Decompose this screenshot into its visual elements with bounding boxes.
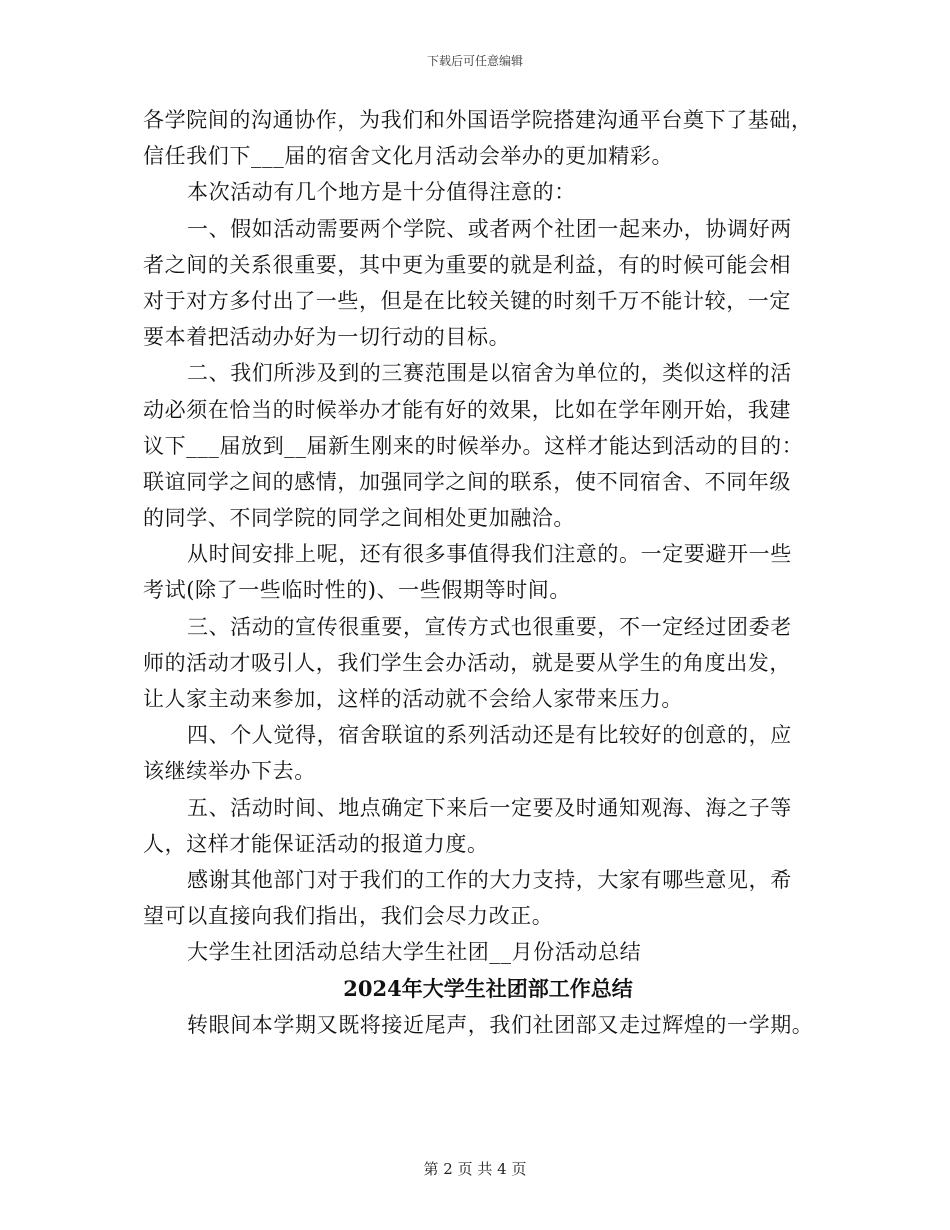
- body-line: 让人家主动来参加，这样的活动就不会给人家带来压力。: [143, 687, 683, 711]
- document-body: [143, 102, 813, 1043]
- body-line: 动必须在恰当的时候举办才能有好的效果，比如在学年刚开始，我建: [143, 397, 791, 422]
- body-line: 本次活动有几个地方是十分值得注意的：: [187, 180, 576, 205]
- body-line: 的同学、不同学院的同学之间相处更加融洽。: [143, 506, 575, 531]
- body-line: 转眼间本学期又既将接近尾声，我们社团部又走过辉煌的一学期。: [187, 1012, 814, 1037]
- paragraph-lines: [143, 102, 813, 971]
- body-line: 者之间的关系很重要，其中更为重要的就是利益，有的时候可能会相: [143, 252, 791, 277]
- body-line: 师的活动才吸引人，我们学生会办活动，就是要从学生的角度出发，: [143, 650, 791, 675]
- body-line: 议下___届放到__届新生刚来的时候举办。这样才能达到活动的目的：: [143, 433, 804, 458]
- body-line: 考试(除了一些临时性的)、一些假期等时间。: [143, 578, 571, 603]
- header-note: 下载后可任意编辑: [426, 54, 523, 68]
- body-line: 二、我们所涉及到的三赛范围是以宿舍为单位的，类似这样的活: [187, 361, 792, 386]
- body-line: 三、活动的宣传很重要，宣传方式也很重要，不一定经过团委老: [187, 614, 792, 639]
- body-line: 四、个人觉得，宿舍联谊的系列活动还是有比较好的创意的，应: [187, 723, 792, 748]
- body-line: 联谊同学之间的感情，加强同学之间的联系，使不同宿舍、不同年级: [143, 469, 791, 494]
- page-number: 第 2 页 共 4 页: [423, 1160, 527, 1178]
- body-line: 该继续举办下去。: [143, 759, 316, 784]
- body-line: 对于对方多付出了一些，但是在比较关键的时刻千万不能计较，一定: [143, 288, 791, 313]
- body-line: 大学生社团活动总结大学生社团__月份活动总结: [187, 940, 642, 965]
- body-line: 望可以直接向我们指出，我们会尽力改正。: [143, 904, 554, 929]
- body-line: 信任我们下___届的宿舍文化月活动会举办的更加精彩。: [143, 144, 674, 169]
- body-line: 从时间安排上呢，还有很多事值得我们注意的。一定要避开一些: [187, 542, 792, 567]
- body-line: 要本着把活动办好为一切行动的目标。: [143, 325, 511, 350]
- section-title: 2024年大学生社团部工作总结: [343, 975, 633, 1001]
- body-line: 感谢其他部门对于我们的工作的大力支持，大家有哪些意见，希: [187, 867, 792, 892]
- body-line: 各学院间的沟通协作，为我们和外国语学院搭建沟通平台奠下了基础，: [143, 108, 813, 132]
- body-line: 人，这样才能保证活动的报道力度。: [143, 831, 489, 856]
- body-line: 五、活动时间、地点确定下来后一定要及时通知观海、海之子等: [187, 795, 792, 820]
- body-line: 一、假如活动需要两个学院、或者两个社团一起来办，协调好两: [187, 216, 792, 241]
